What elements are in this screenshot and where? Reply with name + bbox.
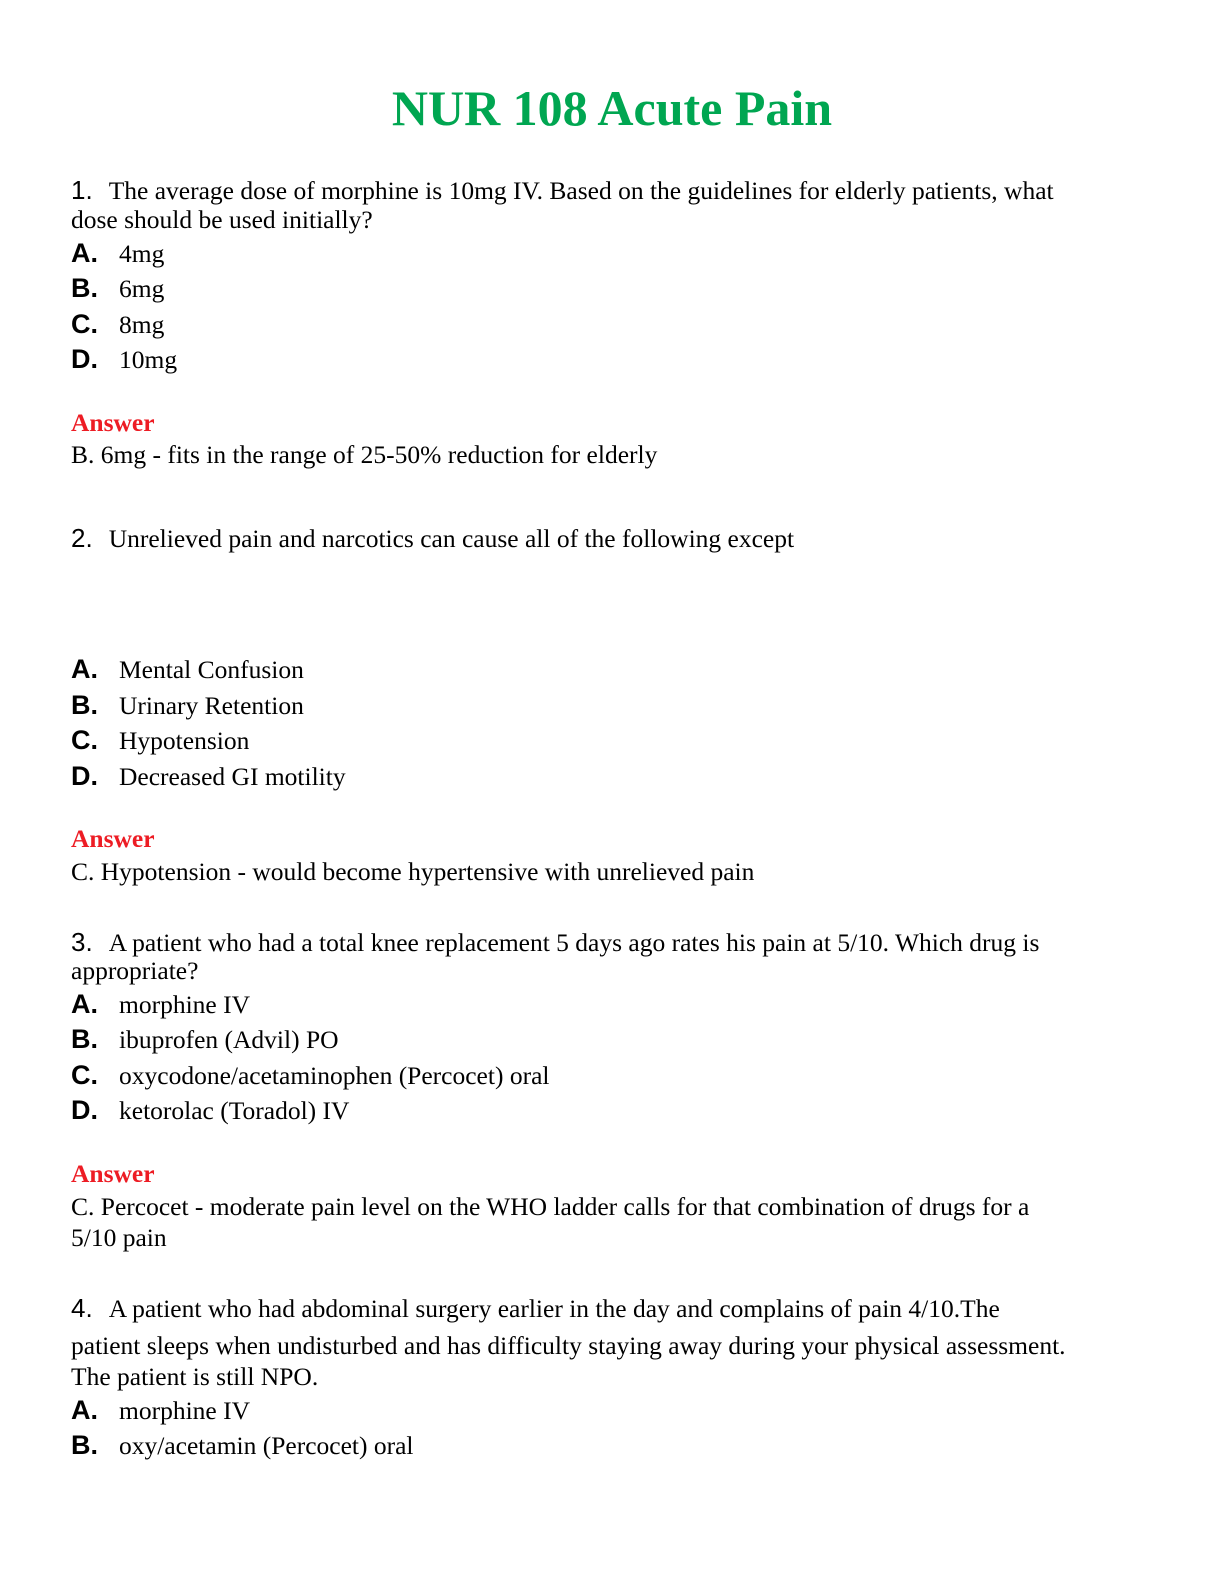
question-4-line-1 bbox=[71, 1293, 1151, 1324]
question-1-line-1 bbox=[71, 175, 1151, 206]
option-text: Urinary Retention bbox=[119, 691, 304, 720]
answer-label: Answer bbox=[71, 1159, 155, 1188]
question-3-option-a bbox=[71, 987, 250, 1022]
question-2-option-a bbox=[71, 652, 304, 687]
question-3-option-d bbox=[71, 1093, 349, 1128]
question-4-option-b bbox=[71, 1428, 414, 1463]
question-3-line-1 bbox=[71, 927, 1151, 958]
option-letter: B. bbox=[71, 1430, 98, 1460]
question-text: A patient who had abdominal surgery earlier in the day and complains of pain 4/10.The bbox=[108, 1294, 1000, 1323]
question-3-option-b bbox=[71, 1022, 339, 1057]
option-text: 6mg bbox=[119, 274, 165, 303]
option-letter: B. bbox=[71, 1024, 98, 1054]
option-letter: C. bbox=[71, 1060, 98, 1090]
option-text: Hypotension bbox=[119, 726, 250, 755]
option-text: morphine IV bbox=[119, 990, 251, 1019]
question-4-line-3: The patient is still NPO. bbox=[71, 1362, 319, 1391]
question-2-option-c bbox=[71, 723, 249, 758]
option-letter: A. bbox=[71, 989, 98, 1019]
answer-text-line-2: 5/10 pain bbox=[71, 1223, 167, 1252]
option-letter: B. bbox=[71, 690, 98, 720]
option-letter: A. bbox=[71, 1395, 98, 1425]
option-letter: A. bbox=[71, 654, 98, 684]
question-number: 2. bbox=[71, 523, 93, 553]
option-letter: B. bbox=[71, 273, 98, 303]
answer-label: Answer bbox=[71, 824, 155, 853]
answer-text: B. 6mg - fits in the range of 25-50% reduction for elderly bbox=[71, 440, 658, 469]
option-letter: C. bbox=[71, 725, 98, 755]
option-text: oxycodone/acetaminophen (Percocet) oral bbox=[119, 1061, 550, 1090]
question-4-option-a bbox=[71, 1393, 250, 1428]
question-1-option-a bbox=[71, 236, 164, 271]
question-text: The average dose of morphine is 10mg IV. Based on the guidelines for elderly patients, what bbox=[108, 176, 1054, 205]
question-2-option-d bbox=[71, 759, 346, 794]
page-title: NUR 108 Acute Pain bbox=[391, 80, 833, 136]
option-text: morphine IV bbox=[119, 1396, 251, 1425]
question-text: Unrelieved pain and narcotics can cause all of the following except bbox=[108, 524, 795, 553]
question-3-line-2: appropriate? bbox=[71, 956, 199, 985]
question-1-option-d bbox=[71, 342, 177, 377]
question-2-line-1 bbox=[71, 523, 1151, 554]
answer-text: C. Hypotension - would become hypertensive with unrelieved pain bbox=[71, 857, 755, 886]
question-1-option-c bbox=[71, 307, 164, 342]
option-letter: C. bbox=[71, 309, 98, 339]
question-3-option-c bbox=[71, 1058, 549, 1093]
option-text: 4mg bbox=[119, 239, 165, 268]
option-text: 10mg bbox=[119, 345, 178, 374]
option-text: Mental Confusion bbox=[119, 655, 304, 684]
option-text: ibuprofen (Advil) PO bbox=[119, 1025, 339, 1054]
question-1-option-b bbox=[71, 271, 164, 306]
question-text: A patient who had a total knee replacement 5 days ago rates his pain at 5/10. Which drug is bbox=[108, 928, 1040, 957]
question-number: 1. bbox=[71, 175, 93, 205]
answer-text-line-1: C. Percocet - moderate pain level on the WHO ladder calls for that combination of drugs for a bbox=[71, 1192, 1030, 1221]
option-text: Decreased GI motility bbox=[119, 762, 346, 791]
option-text: ketorolac (Toradol) IV bbox=[119, 1096, 350, 1125]
option-text: 8mg bbox=[119, 310, 165, 339]
answer-label: Answer bbox=[71, 408, 155, 437]
question-4-line-2: patient sleeps when undisturbed and has difficulty staying away during your physical assessment. bbox=[71, 1331, 1066, 1360]
question-2-option-b bbox=[71, 688, 304, 723]
option-letter: D. bbox=[71, 344, 98, 374]
question-number: 3. bbox=[71, 927, 93, 957]
question-number: 4. bbox=[71, 1293, 93, 1323]
option-letter: D. bbox=[71, 761, 98, 791]
option-letter: D. bbox=[71, 1095, 98, 1125]
option-letter: A. bbox=[71, 238, 98, 268]
question-1-line-2: dose should be used initially? bbox=[71, 205, 373, 234]
option-text: oxy/acetamin (Percocet) oral bbox=[119, 1431, 414, 1460]
